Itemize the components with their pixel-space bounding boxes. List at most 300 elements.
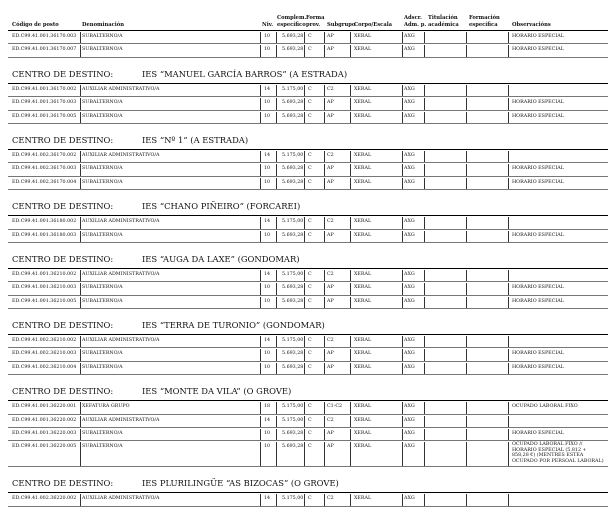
column-divider xyxy=(324,494,325,505)
column-divider xyxy=(304,32,305,43)
cell-nivel: 10 xyxy=(264,166,271,172)
column-divider xyxy=(324,270,325,281)
cell-subgrupo: C2 xyxy=(327,338,334,344)
center-label: CENTRO DE DESTINO: xyxy=(12,201,114,212)
center-name: IES “MONTE DA VILA” (O GROVE) xyxy=(142,386,292,397)
column-divider xyxy=(304,85,305,96)
cell-adscripcion: AXG xyxy=(404,47,415,53)
header-forma-top: Forma xyxy=(306,15,325,21)
column-divider xyxy=(350,336,351,347)
column-divider xyxy=(304,363,305,374)
cell-denominacion: SUBALTERNO/A xyxy=(82,351,123,357)
cell-complemento: 5.693,28 xyxy=(282,179,304,185)
cell-complemento: 5.693,28 xyxy=(282,113,304,119)
cell-forma: C xyxy=(308,496,312,502)
column-divider xyxy=(304,349,305,360)
center-label: CENTRO DE DESTINO: xyxy=(12,478,114,489)
cell-corpo: XERAL xyxy=(354,364,372,370)
cell-corpo: XERAL xyxy=(354,219,372,225)
column-divider xyxy=(350,402,351,413)
column-divider xyxy=(80,45,81,56)
column-divider xyxy=(402,270,403,281)
center-heading xyxy=(0,375,615,401)
cell-complemento: 5.175,00 xyxy=(282,271,304,277)
cell-subgrupo: AP xyxy=(327,113,334,119)
cell-denominacion: SUBALTERNO/A xyxy=(82,232,123,238)
column-divider xyxy=(350,494,351,505)
cell-adscripcion: AXG xyxy=(404,351,415,357)
cell-denominacion: SUBALTERNO/A xyxy=(82,179,123,185)
cell-adscripcion: AXG xyxy=(404,285,415,291)
center-heading xyxy=(0,58,615,84)
cell-corpo: XERAL xyxy=(354,338,372,344)
column-divider xyxy=(304,270,305,281)
table-row xyxy=(0,84,615,97)
cell-forma: C xyxy=(308,417,312,423)
table-row xyxy=(0,111,615,124)
cell-codigo: ED.C99.41.002.36170.003 xyxy=(12,166,77,172)
column-divider xyxy=(304,336,305,347)
cell-forma: C xyxy=(308,351,312,357)
column-divider xyxy=(508,297,509,308)
cell-observacions: HORARIO ESPECIAL xyxy=(512,47,564,53)
cell-observacions: HORARIO ESPECIAL xyxy=(512,285,564,291)
column-divider xyxy=(80,297,81,308)
column-divider xyxy=(304,151,305,162)
cell-subgrupo: AP xyxy=(327,285,334,291)
column-divider xyxy=(276,402,277,413)
cell-complemento: 5.693,28 xyxy=(282,431,304,437)
cell-complemento: 5.693,28 xyxy=(282,298,304,304)
cell-codigo: ED.C99.41.001.36210.003 xyxy=(12,285,77,291)
cell-forma: C xyxy=(308,113,312,119)
cell-denominacion: SUBALTERNO/A xyxy=(82,285,123,291)
cell-codigo: ED.C99.41.001.36170.005 xyxy=(12,113,77,119)
column-divider xyxy=(466,336,467,347)
column-divider xyxy=(350,442,351,466)
center-name: IES “TERRA DE TURONIO” (GONDOMAR) xyxy=(142,320,325,331)
column-divider xyxy=(466,231,467,242)
column-divider xyxy=(324,45,325,56)
column-divider xyxy=(402,442,403,466)
column-divider xyxy=(508,85,509,96)
column-divider xyxy=(80,98,81,109)
column-divider xyxy=(508,217,509,228)
cell-observacions: HORARIO ESPECIAL xyxy=(512,232,564,238)
header-forma-bottom: prov. xyxy=(306,22,321,28)
cell-denominacion: SUBALTERNO/A xyxy=(82,364,123,370)
column-divider xyxy=(304,297,305,308)
table-row xyxy=(0,177,615,190)
cell-codigo: ED.C99.41.002.36210.004 xyxy=(12,364,77,370)
table-row xyxy=(0,97,615,110)
cell-codigo: ED.C99.41.001.36170.002 xyxy=(12,86,77,92)
cell-observacions: HORARIO ESPECIAL xyxy=(512,431,564,437)
column-divider xyxy=(402,85,403,96)
table-row xyxy=(0,296,615,309)
column-divider xyxy=(276,494,277,505)
column-divider xyxy=(424,151,425,162)
column-divider xyxy=(466,349,467,360)
cell-subgrupo: C2 xyxy=(327,152,334,158)
cell-observacions: HORARIO ESPECIAL xyxy=(512,100,564,106)
cell-corpo: XERAL xyxy=(354,298,372,304)
column-divider xyxy=(402,217,403,228)
cell-nivel: 10 xyxy=(264,34,271,39)
cell-subgrupo: AP xyxy=(327,364,334,370)
center-heading xyxy=(0,309,615,335)
column-divider xyxy=(466,402,467,413)
column-divider xyxy=(350,363,351,374)
cell-complemento: 5.175,00 xyxy=(282,404,304,410)
cell-corpo: XERAL xyxy=(354,431,372,437)
column-divider xyxy=(304,217,305,228)
column-divider xyxy=(304,416,305,427)
cell-subgrupo: AP xyxy=(327,444,334,450)
center-label: CENTRO DE DESTINO: xyxy=(12,134,114,145)
cell-nivel: 10 xyxy=(264,113,271,119)
column-divider xyxy=(350,231,351,242)
column-divider xyxy=(424,178,425,189)
cell-complemento: 5.175,00 xyxy=(282,496,304,502)
column-divider xyxy=(324,164,325,175)
column-divider xyxy=(324,231,325,242)
column-divider xyxy=(260,336,261,347)
cell-complemento: 5.693,28 xyxy=(282,232,304,238)
column-divider xyxy=(80,336,81,347)
cell-codigo: ED.C99.41.001.36180.002 xyxy=(12,219,77,225)
column-divider xyxy=(466,270,467,281)
cell-subgrupo: AP xyxy=(327,34,334,39)
column-divider xyxy=(276,178,277,189)
column-divider xyxy=(508,270,509,281)
column-divider xyxy=(350,349,351,360)
cell-corpo: XERAL xyxy=(354,271,372,277)
cell-codigo: ED.C99.41.001.36170.007 xyxy=(12,47,77,53)
cell-corpo: XERAL xyxy=(354,86,372,92)
column-divider xyxy=(350,217,351,228)
cell-subgrupo: C2 xyxy=(327,86,334,92)
column-divider xyxy=(276,32,277,43)
cell-corpo: XERAL xyxy=(354,351,372,357)
cell-observacions: HORARIO ESPECIAL xyxy=(512,34,564,39)
column-divider xyxy=(260,363,261,374)
cell-adscripcion: AXG xyxy=(404,444,415,450)
cell-nivel: 10 xyxy=(264,351,271,357)
cell-codigo: ED.C99.41.001.36220.003 xyxy=(12,431,77,437)
cell-forma: C xyxy=(308,431,312,437)
cell-forma: C xyxy=(308,86,312,92)
column-divider xyxy=(466,363,467,374)
cell-subgrupo: AP xyxy=(327,166,334,172)
column-divider xyxy=(402,178,403,189)
column-divider xyxy=(424,494,425,505)
column-divider xyxy=(276,336,277,347)
cell-observacions: OCUPADO LABORAL FIXO // HORARIO ESPECIAL (5.812 + 858,28 €) (MENTRES ESTEA OCUPADO POR PERSOAL LABORAL) xyxy=(512,442,604,464)
cell-corpo: XERAL xyxy=(354,417,372,423)
column-divider xyxy=(304,45,305,56)
column-divider xyxy=(324,336,325,347)
cell-codigo: ED.C99.41.002.36210.003 xyxy=(12,351,77,357)
cell-nivel: 10 xyxy=(264,47,271,53)
cell-denominacion: SUBALTERNO/A xyxy=(82,431,123,437)
column-divider xyxy=(350,45,351,56)
column-divider xyxy=(324,217,325,228)
table-row xyxy=(0,230,615,243)
column-divider xyxy=(260,164,261,175)
cell-codigo: ED.C99.41.002.36170.004 xyxy=(12,179,77,185)
column-divider xyxy=(424,336,425,347)
column-divider xyxy=(424,402,425,413)
column-divider xyxy=(350,112,351,123)
cell-complemento: 5.693,28 xyxy=(282,444,304,450)
cell-subgrupo: AP xyxy=(327,351,334,357)
column-divider xyxy=(466,45,467,56)
column-divider xyxy=(466,494,467,505)
column-divider xyxy=(508,494,509,505)
column-divider xyxy=(260,402,261,413)
cell-codigo: ED.C99.41.001.36220.002 xyxy=(12,417,77,423)
cell-forma: C xyxy=(308,47,312,53)
column-divider xyxy=(350,85,351,96)
cell-adscripcion: AXG xyxy=(404,86,415,92)
column-divider xyxy=(402,151,403,162)
cell-forma: C xyxy=(308,364,312,370)
column-divider xyxy=(324,297,325,308)
center-label: CENTRO DE DESTINO: xyxy=(12,320,114,331)
column-divider xyxy=(80,178,81,189)
column-divider xyxy=(508,45,509,56)
cell-corpo: XERAL xyxy=(354,166,372,172)
table-row xyxy=(0,44,615,57)
cell-forma: C xyxy=(308,338,312,344)
header-formacion-bottom: específica xyxy=(469,22,498,28)
column-divider xyxy=(350,98,351,109)
column-divider xyxy=(466,85,467,96)
column-divider xyxy=(424,45,425,56)
column-divider xyxy=(508,32,509,43)
cell-adscripcion: AXG xyxy=(404,179,415,185)
column-divider xyxy=(508,402,509,413)
cell-codigo: ED.C99.41.002.36220.002 xyxy=(12,496,77,502)
column-divider xyxy=(402,164,403,175)
header-adscr-bottom: Adm. p. xyxy=(404,22,427,28)
column-divider xyxy=(276,363,277,374)
column-divider xyxy=(80,494,81,505)
cell-denominacion: AUXILIAR ADMINISTRATIVO/A xyxy=(82,496,160,502)
column-divider xyxy=(260,270,261,281)
cell-observacions: HORARIO ESPECIAL xyxy=(512,364,564,370)
column-divider xyxy=(80,217,81,228)
cell-codigo: ED.C99.41.001.36220.005 xyxy=(12,444,77,450)
column-divider xyxy=(466,164,467,175)
column-divider xyxy=(402,416,403,427)
table-row xyxy=(0,216,615,229)
cell-codigo: ED.C99.41.002.36210.002 xyxy=(12,338,77,344)
cell-complemento: 5.693,28 xyxy=(282,285,304,291)
column-divider xyxy=(402,349,403,360)
cell-denominacion: AUXILIAR ADMINISTRATIVO/A xyxy=(82,417,160,423)
column-divider xyxy=(324,363,325,374)
center-name: IES PLURILINGÜE “AS BIZOCAS” (O GROVE) xyxy=(142,478,339,489)
center-heading xyxy=(0,243,615,269)
cell-denominacion: XEFATURA GRUPO xyxy=(82,404,130,410)
cell-subgrupo: AP xyxy=(327,298,334,304)
column-divider xyxy=(80,151,81,162)
cell-nivel: 14 xyxy=(264,152,271,158)
column-divider xyxy=(304,178,305,189)
cell-complemento: 5.175,00 xyxy=(282,152,304,158)
cell-complemento: 5.175,00 xyxy=(282,86,304,92)
cell-nivel: 10 xyxy=(264,364,271,370)
column-divider xyxy=(466,416,467,427)
cell-codigo: ED.C99.41.001.36210.005 xyxy=(12,298,77,304)
column-divider xyxy=(508,349,509,360)
cell-complemento: 5.175,00 xyxy=(282,338,304,344)
cell-forma: C xyxy=(308,404,312,410)
cell-corpo: XERAL xyxy=(354,152,372,158)
column-divider xyxy=(324,151,325,162)
table-row xyxy=(0,282,615,295)
column-divider xyxy=(402,297,403,308)
column-divider xyxy=(424,349,425,360)
column-divider xyxy=(402,231,403,242)
column-divider xyxy=(324,32,325,43)
cell-corpo: XERAL xyxy=(354,285,372,291)
cell-forma: C xyxy=(308,271,312,277)
column-divider xyxy=(508,416,509,427)
cell-complemento: 5.693,28 xyxy=(282,47,304,53)
cell-nivel: 10 xyxy=(264,444,271,450)
column-divider xyxy=(424,164,425,175)
column-divider xyxy=(402,494,403,505)
column-divider xyxy=(260,217,261,228)
center-name: IES “MANUEL GARCÍA BARROS” (A ESTRADA) xyxy=(142,68,348,79)
cell-denominacion: SUBALTERNO/A xyxy=(82,113,123,119)
column-divider xyxy=(324,283,325,294)
cell-forma: C xyxy=(308,166,312,172)
header-corpo: Corpo/Escala xyxy=(354,22,393,28)
cell-forma: C xyxy=(308,152,312,158)
column-divider xyxy=(80,32,81,43)
column-divider xyxy=(324,85,325,96)
column-divider xyxy=(260,98,261,109)
column-divider xyxy=(260,297,261,308)
cell-subgrupo: C2 xyxy=(327,219,334,225)
table-row xyxy=(0,150,615,163)
cell-denominacion: SUBALTERNO/A xyxy=(82,34,123,39)
cell-nivel: 14 xyxy=(264,271,271,277)
column-divider xyxy=(276,416,277,427)
column-divider xyxy=(304,231,305,242)
column-divider xyxy=(80,349,81,360)
cell-nivel: 14 xyxy=(264,496,271,502)
column-divider xyxy=(424,231,425,242)
header-complemento-bottom: específico xyxy=(277,22,306,28)
column-divider xyxy=(260,416,261,427)
column-divider xyxy=(402,45,403,56)
column-divider xyxy=(424,270,425,281)
cell-nivel: 10 xyxy=(264,431,271,437)
cell-subgrupo: C2 xyxy=(327,271,334,277)
cell-forma: C xyxy=(308,34,312,39)
column-divider xyxy=(80,283,81,294)
cell-nivel: 14 xyxy=(264,417,271,423)
cell-corpo: XERAL xyxy=(354,47,372,53)
cell-adscripcion: AXG xyxy=(404,152,415,158)
cell-subgrupo: C2 xyxy=(327,496,334,502)
column-divider xyxy=(80,270,81,281)
positions-table xyxy=(0,31,615,507)
header-formacion-top: Formación xyxy=(469,15,500,21)
cell-observacions: HORARIO ESPECIAL xyxy=(512,351,564,357)
cell-complemento: 5.693,28 xyxy=(282,351,304,357)
cell-observacions: HORARIO ESPECIAL xyxy=(512,166,564,172)
column-divider xyxy=(260,151,261,162)
column-divider xyxy=(350,297,351,308)
cell-codigo: ED.C99.41.001.36210.002 xyxy=(12,271,77,277)
cell-subgrupo: AP xyxy=(327,431,334,437)
cell-denominacion: SUBALTERNO/A xyxy=(82,100,123,106)
cell-adscripcion: AXG xyxy=(404,232,415,238)
cell-codigo: ED.C99.41.001.36170.003 xyxy=(12,34,77,39)
cell-nivel: 10 xyxy=(264,100,271,106)
cell-codigo: ED.C99.41.001.36220.001 xyxy=(12,404,77,410)
column-divider xyxy=(508,442,509,466)
cell-corpo: XERAL xyxy=(354,496,372,502)
column-divider xyxy=(508,336,509,347)
column-divider xyxy=(324,402,325,413)
column-divider xyxy=(260,231,261,242)
column-divider xyxy=(508,164,509,175)
cell-forma: C xyxy=(308,298,312,304)
column-divider xyxy=(424,32,425,43)
header-observacions: Observacións xyxy=(512,22,551,28)
cell-forma: C xyxy=(308,179,312,185)
column-divider xyxy=(424,98,425,109)
cell-complemento: 5.693,28 xyxy=(282,34,304,39)
cell-denominacion: AUXILIAR ADMINISTRATIVO/A xyxy=(82,86,160,92)
column-divider xyxy=(350,151,351,162)
cell-forma: C xyxy=(308,285,312,291)
column-divider xyxy=(324,98,325,109)
cell-nivel: 10 xyxy=(264,179,271,185)
column-divider xyxy=(260,349,261,360)
column-divider xyxy=(276,45,277,56)
cell-denominacion: AUXILIAR ADMINISTRATIVO/A xyxy=(82,338,160,344)
table-row xyxy=(0,163,615,176)
cell-forma: C xyxy=(308,232,312,238)
table-row xyxy=(0,348,615,361)
column-divider xyxy=(260,178,261,189)
column-divider xyxy=(276,442,277,466)
cell-forma: C xyxy=(308,444,312,450)
cell-adscripcion: AXG xyxy=(404,166,415,172)
column-divider xyxy=(276,98,277,109)
column-divider xyxy=(276,283,277,294)
column-divider xyxy=(508,151,509,162)
cell-adscripcion: AXG xyxy=(404,271,415,277)
center-name: IES “Nº 1” (A ESTRADA) xyxy=(142,134,249,145)
column-divider xyxy=(466,283,467,294)
header-denominacion: Denominación xyxy=(82,22,124,28)
column-divider xyxy=(350,416,351,427)
cell-subgrupo: C1-C2 xyxy=(327,404,343,410)
cell-nivel: 18 xyxy=(264,404,271,410)
cell-corpo: XERAL xyxy=(354,444,372,450)
cell-denominacion: SUBALTERNO/A xyxy=(82,298,123,304)
column-divider xyxy=(508,283,509,294)
